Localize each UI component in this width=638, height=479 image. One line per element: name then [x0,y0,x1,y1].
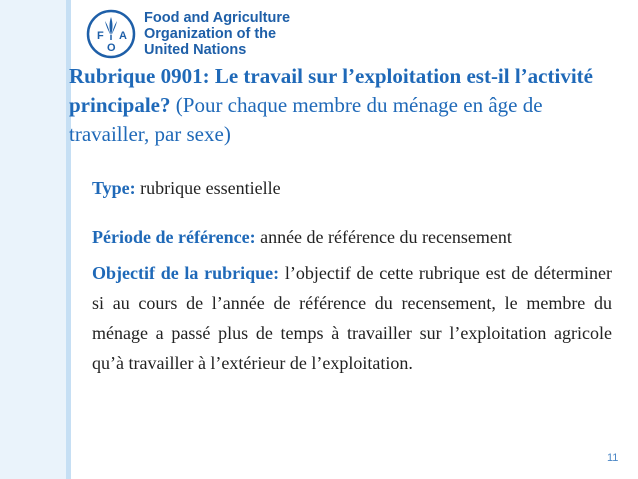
reference-period-value: année de référence du recensement [255,227,512,247]
reference-period-line [92,225,612,249]
slide-title-main: Rubrique 0901: Le travail sur l’exploitation est-il l’activité principale? [69,64,593,117]
fao-emblem-icon [86,9,136,59]
emblem-letter-o: O [107,42,116,54]
left-decorative-band [0,0,66,479]
emblem-letter-f: F [97,30,104,42]
fao-logo [86,6,290,62]
emblem-letter-a: A [119,30,127,42]
fao-name-line-3: United Nations [144,42,247,58]
reference-period-label: Période de référence: [92,227,256,247]
fao-name-line-1: Food and Agriculture [144,10,291,26]
fao-name-line-2: Organization of the [144,26,277,42]
objective-paragraph [92,258,612,378]
type-value: rubrique essentielle [135,178,281,198]
page-number: 11 [607,452,619,464]
slide-title-subtitle: (Pour chaque membre du ménage en âge de travailler, par sexe) [69,93,543,146]
objective-text: l’objectif de cette rubrique est de déterminer si au cours de l’année de référence du recensement, le membre du ménage a passé plus de temps à travailler sur l’exploitation agricole qu’à travailler à l’extérieur de l’exploitation. [92,263,613,373]
slide-title [69,62,624,149]
type-line [92,176,612,200]
fao-name [144,10,290,58]
type-label: Type: [92,178,136,198]
objective-label: Objectif de la rubrique: [92,263,280,283]
